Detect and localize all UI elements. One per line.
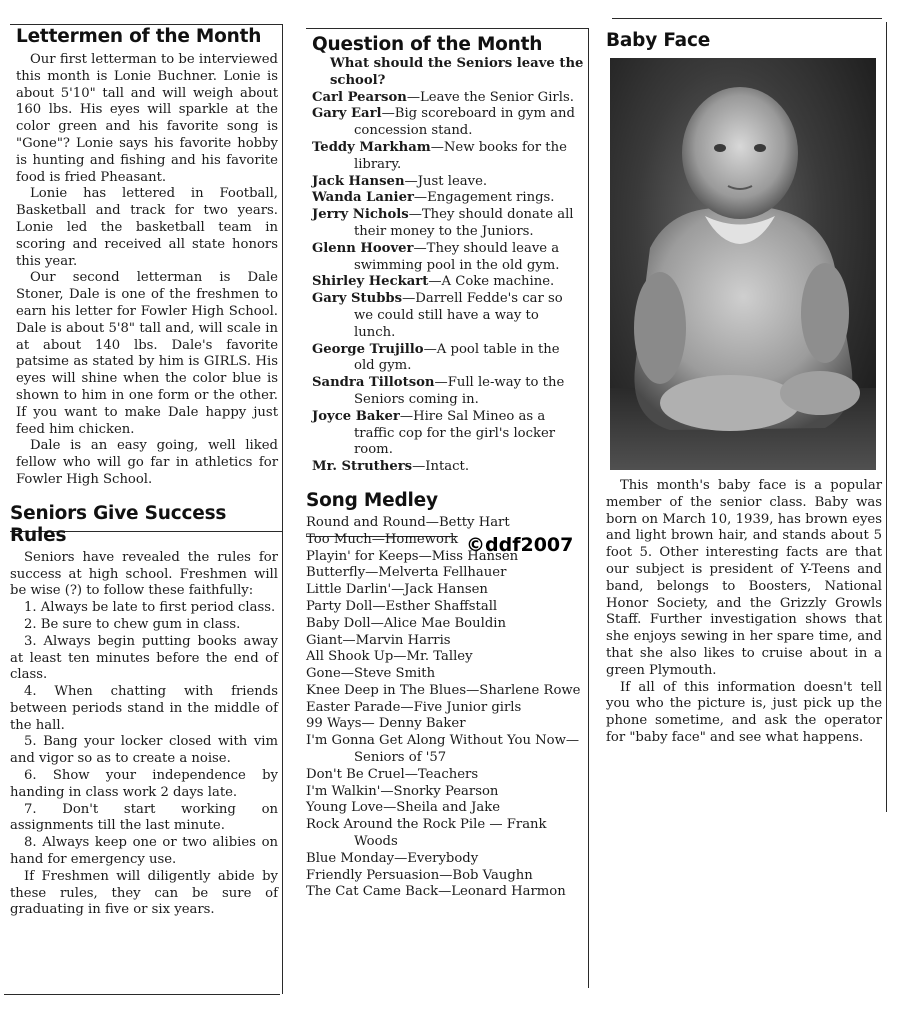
song-item: Young Love—Sheila and Jake [306, 800, 501, 816]
copyright-watermark: ©ddf2007 [466, 534, 574, 556]
song-item: Giant—Marvin Harris [306, 632, 451, 648]
lettermen-paragraph: Our first letterman to be interviewed this month is Lonie Buchner. Lonie is about 5'10" tall and will weigh about 160 lbs. His eyes will sparkle at the color green and his favorite song is "Gone"? Lonie says his favorite hobby is hunting and fishing and his favorite food is fried Pheasant. [16, 52, 278, 185]
question-prompt: What should the Seniors leave the school? [330, 56, 584, 88]
song-item: Easter Parade—Five Junior girls [306, 699, 522, 715]
respondent-name: Joyce Baker [312, 408, 400, 424]
respondent-name: Gary Earl [312, 106, 382, 122]
answer-item [312, 274, 584, 291]
top-rule-col3 [612, 18, 882, 19]
respondent-name: Sandra Tillotson [312, 375, 435, 391]
respondent-answer: —Hire Sal Mineo as a traffic cop for the girl's locker room. [354, 408, 556, 458]
answer-item [312, 90, 584, 107]
respondent-answer: —Just leave. [404, 173, 488, 189]
baby-face-paragraph: This month's baby face is a popular member of the senior class. Baby was born on March 10, 1939, has brown eyes and light brown hair, and stands about 5 foot 5. Other interesting facts are that our subject is president of Y-Teens and band, belongs to Boosters, National Honor Society, and the Grizzly Growls Staff. Further investigation shows that she enjoys sewing in her spare time, and that she also likes to cruise about in a green Plymouth. [606, 478, 882, 678]
song-item: Rock Around the Rock Pile — Frank Woods [306, 817, 547, 850]
rule-item: 4. When chatting with friends between periods stand in the middle of the hall. [10, 684, 278, 733]
respondent-answer: —New books for the library. [354, 139, 567, 172]
answer-item [312, 207, 584, 241]
song-list [306, 515, 584, 901]
answer-item [312, 342, 584, 376]
answer-item [312, 106, 584, 140]
respondent-answer: —They should leave a swimming pool in the old gym. [354, 240, 560, 273]
song-item: 99 Ways— Denny Baker [306, 716, 466, 732]
respondent-name: Teddy Markham [312, 139, 431, 155]
question-article [302, 34, 584, 476]
column-rule-left [282, 24, 283, 994]
respondent-name: Shirley Heckart [312, 274, 429, 290]
baby-photo [610, 58, 876, 470]
lettermen-title: Lettermen of the Month [16, 26, 262, 47]
answer-item [312, 140, 584, 174]
lettermen-paragraph: Dale is an easy going, well liked fellow who will go far in athletics for Fowler High School. [16, 438, 278, 487]
top-rule-col1 [10, 24, 282, 25]
answer-item [312, 190, 584, 207]
answer-item [312, 291, 584, 341]
answer-item [312, 174, 584, 191]
column-middle [302, 34, 584, 901]
respondent-name: Glenn Hoover [312, 240, 414, 256]
baby-photo-illustration [610, 58, 876, 470]
success-rules-intro: Seniors have revealed the rules for success at high school. Freshmen will be wise (?) to follow these faithfully: [10, 549, 278, 599]
respondent-name: Jack Hansen [312, 173, 405, 189]
rule-item: 8. Always keep one or two alibies on hand for emergency use. [10, 835, 278, 868]
respondent-name: Gary Stubbs [312, 291, 403, 307]
lettermen-paragraph: Lonie has lettered in Football, Basketball and track for two years. Lonie led the basketball team in scoring and received all state honors this year. [16, 186, 278, 269]
respondent-answer: —Full le-way to the Seniors coming in. [354, 375, 565, 407]
respondent-name: Mr. Struthers [312, 459, 413, 475]
success-rules-closing: If Freshmen will diligently abide by these rules, they can be sure of graduating in five or six years. [10, 868, 278, 918]
respondent-answer: —A pool table in the old gym. [354, 341, 560, 374]
baby-face-article [606, 30, 882, 747]
song-item: Too Much—Homework [306, 531, 459, 547]
respondent-answer: —They should donate all their money to the Juniors. [354, 207, 574, 239]
rule-item: 1. Always be late to first period class. [24, 600, 276, 616]
respondent-answer: —Engagement rings. [413, 190, 555, 206]
column-rule-right [886, 22, 887, 812]
song-item: Gone—Steve Smith [306, 666, 436, 682]
lettermen-article [6, 26, 278, 489]
respondent-name: Wanda Lanier [312, 190, 414, 206]
respondent-name: Jerry Nichols [312, 207, 409, 223]
song-item: Friendly Persuasion—Bob Vaughn [306, 867, 533, 883]
top-rule-col2 [306, 28, 588, 29]
answer-item [312, 375, 584, 409]
song-medley-article [302, 490, 584, 901]
song-item: Don't Be Cruel—Teachers [306, 766, 479, 782]
song-item: Baby Doll—Alice Mae Bouldin [306, 615, 506, 631]
baby-face-title: Baby Face [606, 30, 711, 51]
column-rule-middle [588, 28, 589, 988]
rule-item: 5. Bang your locker closed with vim and vigor so as to create a noise. [10, 734, 278, 767]
respondent-answer: —Intact. [412, 459, 470, 475]
song-item: All Shook Up—Mr. Talley [306, 649, 473, 665]
respondent-name: George Trujillo [312, 341, 424, 357]
answer-list [312, 90, 584, 476]
respondent-answer: —Big scoreboard in gym and concession stand. [354, 106, 575, 139]
song-item: I'm Gonna Get Along Without You Now—Seniors of '57 [306, 733, 580, 766]
column-left [6, 26, 278, 919]
song-item: Blue Monday—Everybody [306, 850, 479, 866]
song-item: Knee Deep in The Blues—Sharlene Rowe [306, 682, 581, 698]
success-rules-article [6, 503, 278, 920]
song-item: Little Darlin'—Jack Hansen [306, 582, 488, 598]
song-item: I'm Walkin'—Snorky Pearson [306, 783, 499, 799]
respondent-name: Carl Pearson [312, 89, 407, 105]
respondent-answer: —Darrell Fedde's car so we could still have a way to lunch. [354, 291, 563, 340]
question-title: Question of the Month [312, 34, 543, 55]
respondent-answer: —Leave the Senior Girls. [406, 89, 574, 105]
baby-face-paragraph: If all of this information doesn't tell you who the picture is, just pick up the phone sometime, and ask the operator for "baby face" and see what happens. [606, 679, 882, 745]
respondent-answer: —A Coke machine. [428, 274, 555, 290]
song-item: Round and Round—Betty Hart [306, 514, 510, 530]
song-item: Playin' for Keeps—Miss Hansen [306, 548, 519, 564]
lettermen-paragraph: Our second letterman is Dale Stoner, Dale is one of the freshmen to earn his letter for Fowler High School. Dale is about 5'8" tall and, will scale in at about 140 lbs. Dale's favorite patsime as stated by him is GIRLS. His eyes will shine when the color blue is shown to him in one form or the other. If you want to make Dale happy just feed him chicken. [16, 270, 278, 437]
song-item: The Cat Came Back—Leonard Harmon [306, 884, 566, 900]
rule-item: 3. Always begin putting books away at least ten minutes before the end of class. [10, 633, 278, 683]
song-item: Party Doll—Esther Shaffstall [306, 598, 498, 614]
rule-item: 2. Be sure to chew gum in class. [24, 616, 241, 632]
rule-item: 6. Show your independence by handing in class work 2 days late. [10, 768, 278, 800]
answer-item [312, 241, 584, 275]
success-rules-title: Seniors Give Success Rules [10, 502, 227, 546]
answer-item [312, 459, 584, 476]
song-item: Butterfly—Melverta Fellhauer [306, 565, 507, 581]
rule-item: 7. Don't start working on assignments till the last minute. [10, 801, 278, 834]
answer-item [312, 409, 584, 459]
song-medley-title: Song Medley [306, 489, 438, 511]
bottom-rule-col1 [4, 994, 280, 995]
column-right [606, 30, 882, 747]
